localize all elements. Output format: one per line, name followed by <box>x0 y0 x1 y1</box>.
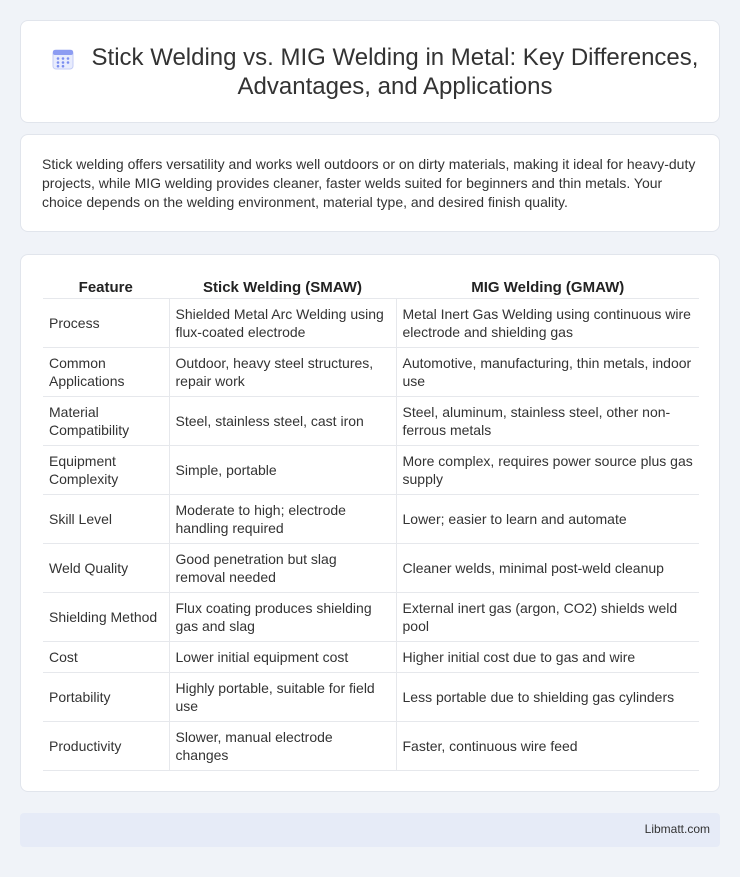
stick-cell: Shielded Metal Arc Welding using flux-coated electrode <box>169 298 396 347</box>
feature-cell: Shielding Method <box>43 592 169 641</box>
title-card <box>20 20 720 123</box>
stick-cell: Moderate to high; electrode handling required <box>169 494 396 543</box>
mig-cell: Lower; easier to learn and automate <box>396 494 699 543</box>
table-row <box>43 721 699 770</box>
stick-cell: Slower, manual electrode changes <box>169 721 396 770</box>
table-row <box>43 641 699 672</box>
summary-card <box>20 134 720 232</box>
feature-cell: Portability <box>43 672 169 721</box>
mig-cell: More complex, requires power source plus gas supply <box>396 445 699 494</box>
stick-cell: Lower initial equipment cost <box>169 641 396 672</box>
feature-cell: Equipment Complexity <box>43 445 169 494</box>
table-row <box>43 445 699 494</box>
stick-cell: Steel, stainless steel, cast iron <box>169 396 396 445</box>
feature-cell: Weld Quality <box>43 543 169 592</box>
stick-cell: Highly portable, suitable for field use <box>169 672 396 721</box>
table-row <box>43 347 699 396</box>
column-header-stick: Stick Welding (SMAW) <box>169 275 396 298</box>
mig-cell: External inert gas (argon, CO2) shields weld pool <box>396 592 699 641</box>
feature-cell: Material Compatibility <box>43 396 169 445</box>
mig-cell: Higher initial cost due to gas and wire <box>396 641 699 672</box>
feature-cell: Productivity <box>43 721 169 770</box>
stick-cell: Outdoor, heavy steel structures, repair work <box>169 347 396 396</box>
table-header-row <box>43 275 699 298</box>
footer-site-link[interactable]: Libmatt.com <box>644 822 710 836</box>
comparison-table-card <box>20 254 720 792</box>
stick-cell: Simple, portable <box>169 445 396 494</box>
feature-cell: Skill Level <box>43 494 169 543</box>
comparison-table <box>43 275 699 771</box>
column-header-mig: MIG Welding (GMAW) <box>396 275 699 298</box>
feature-cell: Process <box>43 298 169 347</box>
table-row <box>43 592 699 641</box>
feature-cell: Common Applications <box>43 347 169 396</box>
mig-cell: Cleaner welds, minimal post-weld cleanup <box>396 543 699 592</box>
mig-cell: Faster, continuous wire feed <box>396 721 699 770</box>
mig-cell: Less portable due to shielding gas cylinders <box>396 672 699 721</box>
table-row <box>43 672 699 721</box>
stick-cell: Flux coating produces shielding gas and slag <box>169 592 396 641</box>
summary-text: Stick welding offers versatility and works well outdoors or on dirty materials, making it ideal for heavy-duty projects, while MIG welding provides cleaner, faster welds suited for beginners and thin metals. Your choice depends on the welding environment, material type, and desired finish quality. <box>42 156 696 210</box>
table-row <box>43 396 699 445</box>
stick-cell: Good penetration but slag removal needed <box>169 543 396 592</box>
feature-cell: Cost <box>43 641 169 672</box>
page-title: Stick Welding vs. MIG Welding in Metal: Key Differences, Advantages, and Applications <box>91 44 699 100</box>
column-header-feature: Feature <box>43 275 169 298</box>
mig-cell: Steel, aluminum, stainless steel, other non-ferrous metals <box>396 396 699 445</box>
mig-cell: Automotive, manufacturing, thin metals, indoor use <box>396 347 699 396</box>
mig-cell: Metal Inert Gas Welding using continuous wire electrode and shielding gas <box>396 298 699 347</box>
footer <box>20 813 720 847</box>
table-row <box>43 298 699 347</box>
table-row <box>43 543 699 592</box>
table-row <box>43 494 699 543</box>
